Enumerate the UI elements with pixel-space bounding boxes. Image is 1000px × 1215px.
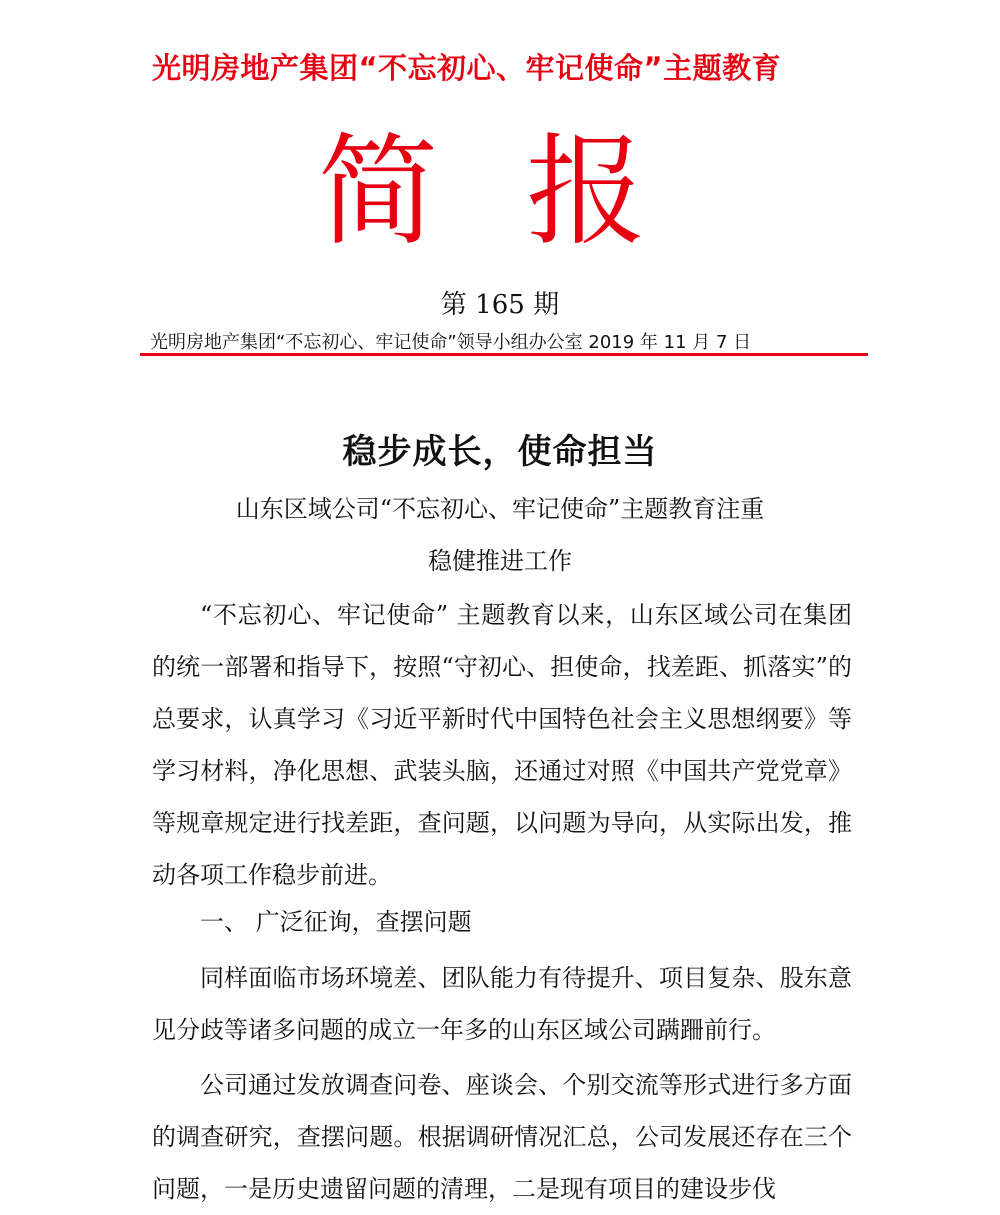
issue-number: 第 165 期 (440, 290, 560, 320)
article-title: 稳步成长，使命担当 (342, 432, 658, 472)
header-divider (140, 353, 868, 356)
org-heading: 光明房地产集团“不忘初心、牢记使命”主题教育 (152, 51, 782, 85)
paragraph-3: 公司通过发放调查问卷、座谈会、个别交流等形式进行多方面的调查研究，查摆问题。根据调研情况汇总，公司发展还存在三个问题，一是历史遗留问题的清理，二是现有项目的建设步伐 (152, 1071, 852, 1203)
article-subtitle-line-2: 稳健推进工作 (428, 547, 572, 575)
paragraph-intro: “不忘初心、牢记使命” 主题教育以来，山东区域公司在集团的统一部署和指导下，按照“守初心、担使命，找差距、抓落实”的总要求，认真学习《习近平新时代中国特色社会主义思想纲要》等学习材料，净化思想、武装头脑，还通过对照《中国共产党党章》等规章规定进行找差距，查问题，以问题为导向，从实际出发，推动各项工作稳步前进。 (152, 601, 852, 889)
paragraph-2: 同样面临市场环境差、团队能力有待提升、项目复杂、股东意见分歧等诸多问题的成立一年多的山东区域公司蹒跚前行。 (152, 964, 852, 1044)
section-heading-1: 一、 广泛征询，查摆问题 (200, 908, 472, 936)
bulletin-title-char-1: 简 (318, 123, 438, 262)
bulletin-title (0, 118, 1000, 268)
issuer-date-line: 光明房地产集团“不忘初心、牢记使命”领导小组办公室 2019 年 11 月 7 日 (150, 332, 752, 353)
bulletin-title-char-2: 报 (526, 123, 646, 262)
article-subtitle-line-1: 山东区域公司“不忘初心、牢记使命”主题教育注重 (235, 495, 765, 523)
